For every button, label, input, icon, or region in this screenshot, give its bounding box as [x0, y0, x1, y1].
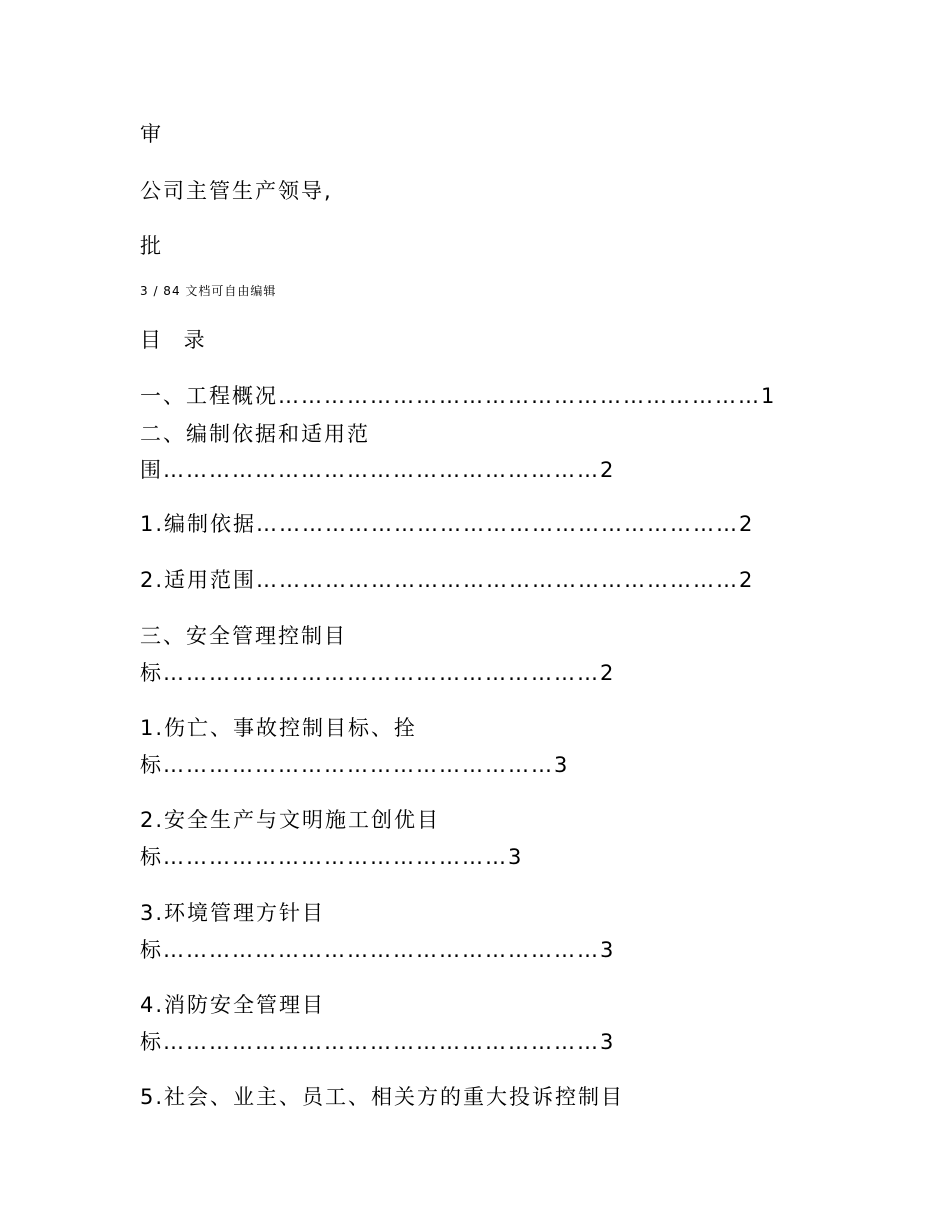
toc-entry: 2.适用范围………………………………………………………2	[140, 568, 755, 592]
toc-entry: 4.消防安全管理目	[140, 993, 326, 1017]
toc-entry: 3.环境管理方针目	[140, 901, 326, 925]
toc-entry: 1.伤亡、事故控制目标、拴	[140, 716, 418, 740]
toc-entry: 标…………………………………………………3	[140, 1030, 616, 1054]
toc-entry: 围…………………………………………………2	[140, 458, 616, 482]
approval-leader: 公司主管生产领导,	[140, 179, 333, 203]
toc-entry: 2.安全生产与文明施工创优目	[140, 808, 441, 832]
toc-title: 目 录	[140, 328, 213, 352]
toc-entry: 标……………………………………………3	[140, 753, 570, 777]
toc-entry: 5.社会、业主、员工、相关方的重大投诉控制目	[140, 1085, 625, 1109]
toc-entry: 二、编制依据和适用范	[140, 422, 370, 446]
toc-entry: 一、工程概况………………………………………………………1	[140, 384, 777, 408]
page-footer: 3 / 84 文档可自由编辑	[140, 284, 277, 298]
approval-review: 审	[140, 122, 163, 146]
toc-entry: 标…………………………………………………2	[140, 661, 616, 685]
toc-entry: 标…………………………………………………3	[140, 938, 616, 962]
approval-approve: 批	[140, 234, 163, 258]
toc-entry: 三、安全管理控制目	[140, 624, 347, 648]
toc-entry: 1.编制依据………………………………………………………2	[140, 512, 755, 536]
toc-entry: 标………………………………………3	[140, 845, 524, 869]
